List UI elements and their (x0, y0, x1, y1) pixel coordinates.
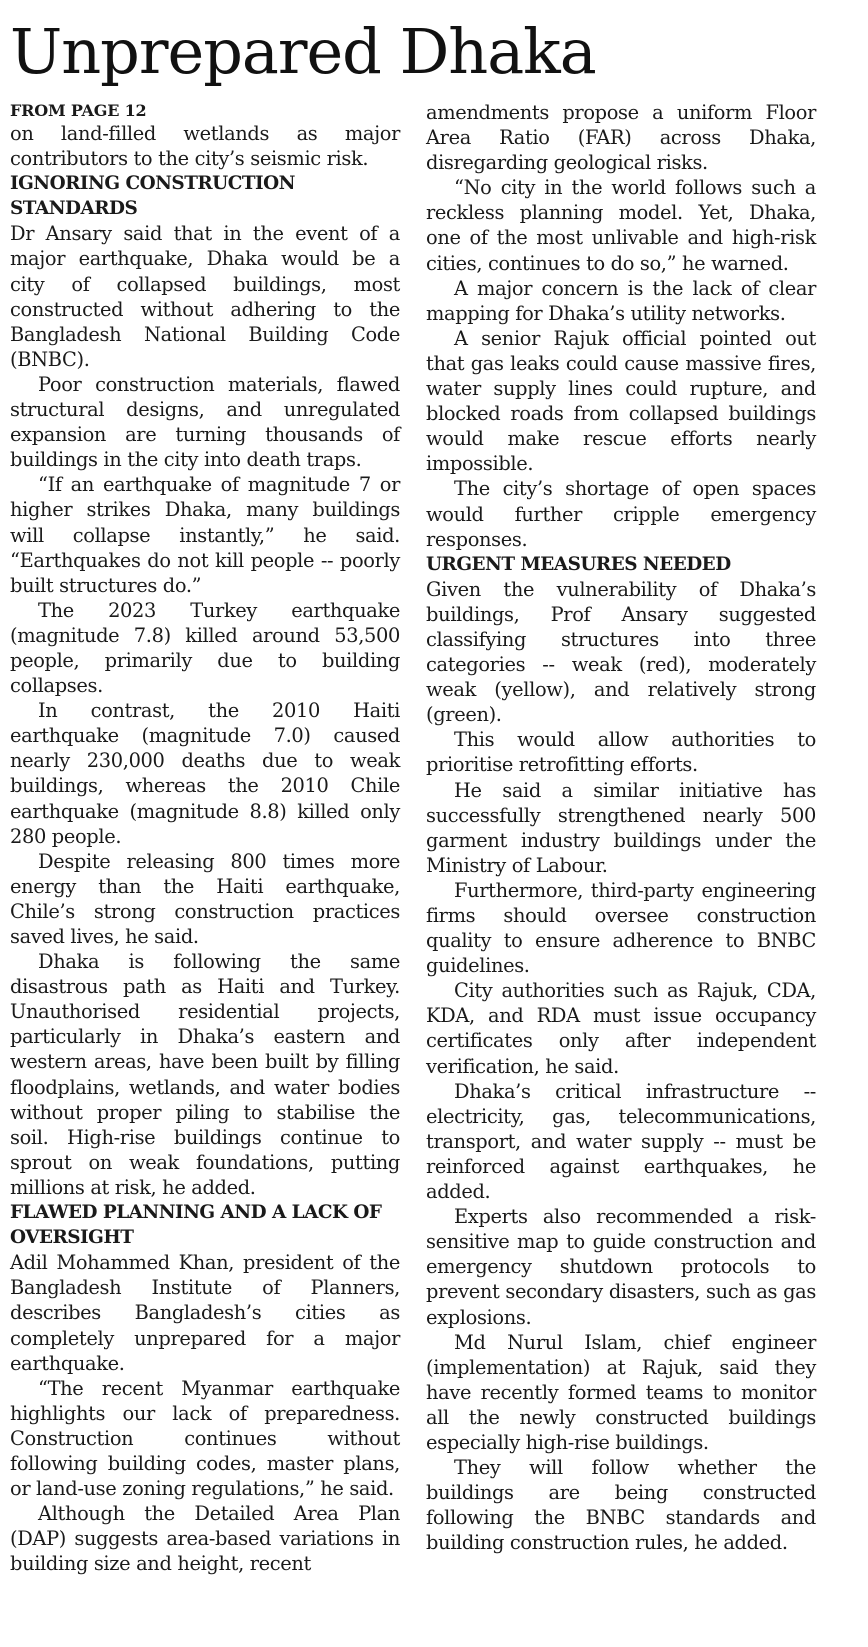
article-paragraph: Experts also recommended a risk-sensitive map to guide construction and emergency shutdown protocols to prevent secondary disasters, such as gas explosions. (426, 1205, 816, 1329)
article-paragraph: Despite releasing 800 times more energy than the Haiti earthquake, Chile’s strong construction practices saved lives, he said. (10, 849, 400, 948)
article-paragraph: “If an earthquake of magnitude 7 or higher strikes Dhaka, many buildings will collapse instantly,” he said. “Earthquakes do not kill people -- poorly built structures do.” (10, 473, 400, 597)
continuation-kicker: FROM PAGE 12 (10, 101, 147, 120)
article-paragraph: “No city in the world follows such a reckless planning model. Yet, Dhaka, one of the most unlivable and high-risk cities, continues to do so,” he warned. (426, 176, 816, 275)
article-paragraph: amendments propose a uniform Floor Area Ratio (FAR) across Dhaka, disregarding geological risks. (426, 101, 816, 175)
article-paragraph: Although the Detailed Area Plan (DAP) suggests area-based variations in building size and height, recent (10, 1502, 400, 1576)
article-paragraph: Furthermore, third-party engineering firms should oversee construction quality to ensure adherence to BNBC guidelines. (426, 878, 816, 978)
article-paragraph: Adil Mohammed Khan, president of the Bangladesh Institute of Planners, describes Bangladesh’s cities as completely unprepared for a major earthquake. (10, 1251, 400, 1375)
article-paragraph: A senior Rajuk official pointed out that gas leaks could cause massive fires, water supply lines could rupture, and blocked roads from collapsed buildings would make rescue efforts nearly impossible. (426, 326, 816, 476)
article-paragraph: City authorities such as Rajuk, CDA, KDA, and RDA must issue occupancy certificates only after independent verification, he said. (426, 979, 816, 1078)
article-paragraph: Dhaka’s critical infrastructure -- electricity, gas, telecommunications, transport, and water supply -- must be reinforced against earthquakes, he added. (426, 1079, 816, 1204)
section-subhead: URGENT MEASURES NEEDED (426, 553, 731, 575)
article-paragraph: The 2023 Turkey earthquake (magnitude 7.8) killed around 53,500 people, primarily due to building collapses. (10, 598, 400, 698)
article-paragraph: Poor construction materials, flawed structural designs, and unregulated expansion are turning thousands of buildings in the city into death traps. (10, 372, 400, 472)
section-subhead: IGNORING CONSTRUCTION STANDARDS (10, 173, 295, 220)
headline: Unprepared Dhaka (10, 15, 596, 88)
article-paragraph: Given the vulnerability of Dhaka’s buildings, Prof Ansary suggested classifying structures into three categories -- weak (red), moderately weak (yellow), and relatively strong (green). (426, 577, 816, 727)
article-paragraph: Md Nurul Islam, chief engineer (implementation) at Rajuk, said they have recently formed teams to monitor all the newly constructed buildings especially high-rise buildings. (426, 1330, 816, 1454)
article-paragraph: A major concern is the lack of clear mapping for Dhaka’s utility networks. (426, 276, 816, 325)
article-paragraph: The city’s shortage of open spaces would further cripple emergency responses. (426, 477, 816, 551)
article-column-right (426, 100, 816, 1555)
section-subhead: FLAWED PLANNING AND A LACK OF OVERSIGHT (10, 1202, 382, 1249)
article-paragraph: In contrast, the 2010 Haiti earthquake (magnitude 7.0) caused nearly 230,000 deaths due to weak buildings, whereas the 2010 Chile earthquake (magnitude 8.8) killed only 280 people. (10, 699, 400, 848)
article-paragraph: This would allow authorities to prioritise retrofitting efforts. (426, 728, 816, 777)
article-paragraph: Dhaka is following the same disastrous path as Haiti and Turkey. Unauthorised residential projects, particularly in Dhaka’s eastern and western areas, have been built by filling floodplains, wetlands, and water bodies without proper piling to stabilise the soil. High-rise buildings continue to sprout on weak foundations, putting millions at risk, he added. (10, 950, 400, 1199)
article-column-left (10, 100, 400, 1576)
article-paragraph: Dr Ansary said that in the event of a major earthquake, Dhaka would be a city of collapsed buildings, most constructed without adhering to the Bangladesh National Building Code (BNBC). (10, 222, 400, 371)
article-paragraph: They will follow whether the buildings are being constructed following the BNBC standards and building construction rules, he added. (426, 1456, 816, 1555)
article-paragraph: “The recent Myanmar earthquake highlights our lack of preparedness. Construction continues without following building codes, master plans, or land-use zoning regulations,” he said. (10, 1376, 400, 1501)
article-paragraph: He said a similar initiative has successfully strengthened nearly 500 garment industry buildings under the Ministry of Labour. (426, 778, 816, 877)
article-paragraph: on land-filled wetlands as major contributors to the city’s seismic risk. (10, 122, 400, 171)
